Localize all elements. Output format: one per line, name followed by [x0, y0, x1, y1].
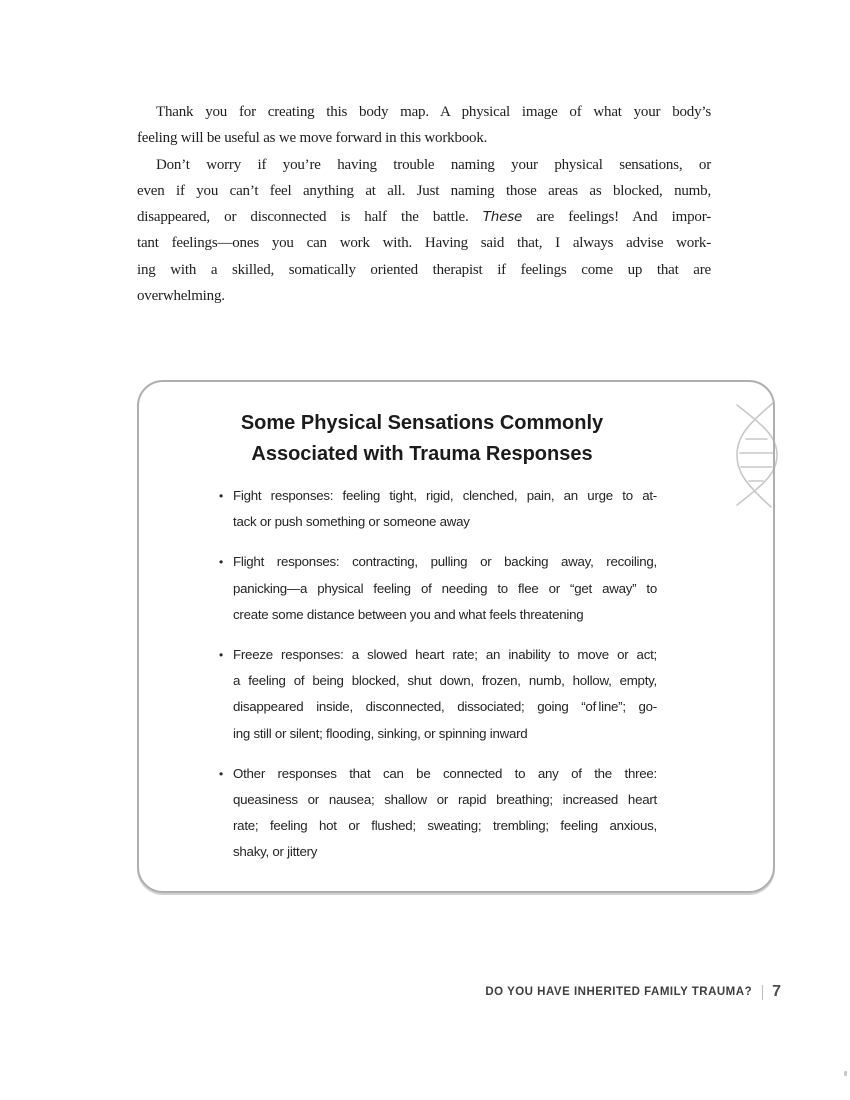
bullet-line: Other responses that can be connected to any of the three: — [233, 765, 657, 781]
running-head: DO YOU HAVE INHERITED FAMILY TRAUMA? — [485, 986, 753, 998]
body-text-line: feeling will be useful as we move forward in this workbook. — [137, 130, 488, 147]
body-text-segment: are feelings! And impor- — [522, 209, 711, 226]
callout-title-line1: Some Physical Sensations Commonly — [240, 412, 604, 434]
body-text-line: Thank you for creating this body map. A physical image of what your body’s — [156, 104, 711, 120]
bullet-line: tack or push something or someone away — [233, 514, 470, 530]
bullet-line: panicking—a physical feeling of needing to flee or “get away” to — [233, 580, 657, 596]
footer-divider — [762, 985, 763, 1000]
body-text-line: tant feelings—ones you can work with. Having said that, I always advise work- — [137, 235, 711, 252]
bullet-icon: • — [219, 648, 223, 663]
page-footer — [485, 983, 781, 1001]
body-text-line: even if you can’t feel anything at all. Just naming those areas as blocked, numb, — [137, 182, 711, 199]
bullet-line: Flight responses: contracting, pulling or backing away, recoiling, — [233, 554, 657, 570]
scan-artifact-dot — [844, 1071, 847, 1076]
body-text-line — [137, 204, 711, 230]
bullet-line: a feeling of being blocked, shut down, frozen, numb, hollow, empty, — [233, 673, 657, 689]
callout-title-line2: Associated with Trauma Responses — [251, 443, 593, 465]
bullet-line: Freeze responses: a slowed heart rate; an inability to move or act; — [233, 647, 657, 663]
bullet-line: Fight responses: feeling tight, rigid, clenched, pain, an urge to at- — [233, 488, 657, 503]
bullet-line: disappeared inside, disconnected, dissociated; going “of line”; go- — [233, 699, 657, 715]
bullet-line: rate; feeling hot or flushed; sweating; trembling; feeling anxious, — [233, 818, 657, 834]
bullet-line: create some distance between you and what feels threatening — [233, 606, 584, 622]
body-text-line: ing with a skilled, somatically oriented therapist if feelings come up that are — [137, 261, 711, 278]
sensations-list — [139, 483, 773, 866]
list-item — [219, 642, 657, 747]
bullet-icon: • — [219, 766, 223, 781]
body-text-line: overwhelming. — [137, 288, 225, 305]
body-text-line: Don’t worry if you’re having trouble naming your physical sensations, or — [156, 156, 711, 173]
sensations-callout-box — [137, 380, 775, 893]
list-item — [219, 483, 657, 535]
bullet-icon: • — [219, 555, 223, 570]
emphasized-word: These — [482, 209, 523, 226]
bullet-icon: • — [219, 489, 223, 503]
bullet-line: ing still or silent; flooding, sinking, or spinning inward — [233, 725, 528, 741]
page-number: 7 — [772, 983, 781, 1000]
bullet-line: shaky, or jittery — [233, 844, 318, 860]
list-item — [219, 549, 657, 628]
body-text — [137, 99, 711, 309]
list-item — [219, 761, 657, 866]
bullet-line: queasiness or nausea; shallow or rapid breathing; increased heart — [233, 792, 657, 808]
body-text-segment: disappeared, or disconnected is half the battle. — [137, 209, 483, 226]
callout-title — [139, 408, 773, 470]
